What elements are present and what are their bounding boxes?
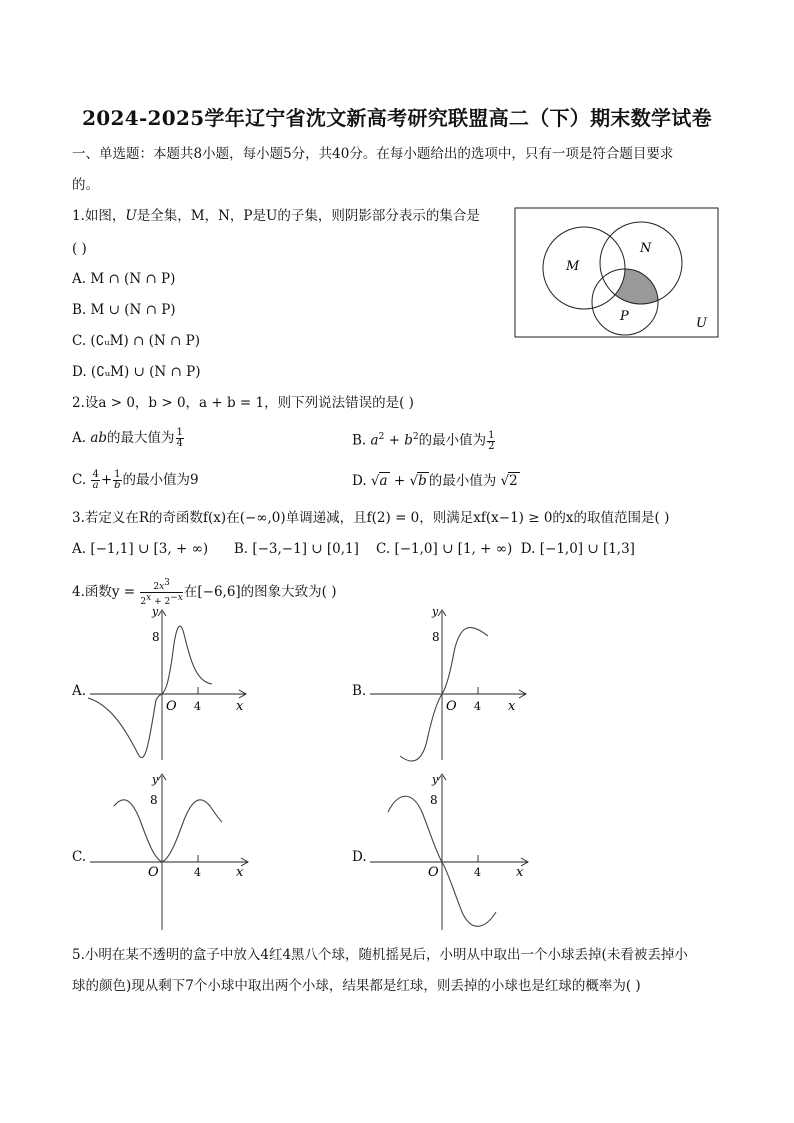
venn-label-u: U [696, 316, 707, 331]
svg-text:O: O [446, 699, 457, 714]
q2-option-a: A. ab的最大值为 $\frac{1}{4}$ [72, 427, 183, 449]
q4-label-b: B. [352, 683, 367, 699]
svg-text:x: x [236, 699, 244, 714]
svg-text:y: y [152, 605, 159, 618]
svg-text:O: O [166, 699, 177, 714]
svg-text:y: y [432, 773, 439, 786]
q2-option-c: C. $\frac{4}{a}$ + $\frac{1}{b}$ 的最小值为9 [72, 469, 199, 491]
q1-option-b: B. M ∪ (N ∩ P) [72, 302, 176, 318]
q2-stem: 2.设a > 0，b > 0，a + b = 1，则下列说法错误的是( ) [72, 395, 414, 411]
q5-stem: 5.小明在某不透明的盒子中放入4红4黑八个球，随机摇晃后，小明从中取出一个小球丢掉(未看被丢掉小 [72, 947, 688, 963]
svg-text:8: 8 [430, 793, 438, 807]
graph-a [88, 604, 253, 764]
svg-text:y: y [152, 773, 159, 786]
q3-stem: 3.若定义在R的奇函数f(x)在(−∞,0)单调递减，且f(2) = 0，则满足xf(x−1) ≥ 0的x的取值范围是( ) [72, 510, 670, 526]
q5-stem-cont: 球的颜色)现从剩下7个小球中取出两个小球，结果都是红球，则丢掉的小球也是红球的概率为( ) [72, 978, 641, 994]
q1-option-d: D. (∁ᵤM) ∪ (N ∩ P) [72, 364, 201, 380]
section-heading-cont: 的。 [72, 177, 99, 193]
svg-text:x: x [508, 699, 516, 714]
graph-b [368, 604, 533, 764]
q3-options: A. [−1,1] ∪ [3, + ∞) B. [−3,−1] ∪ [0,1] C. [−1,0] ∪ [1, + ∞) D. [−1,0] ∪ [1,3] [72, 541, 635, 557]
svg-text:4: 4 [474, 866, 481, 879]
venn-diagram [514, 207, 720, 340]
svg-text:x: x [236, 865, 244, 880]
svg-text:8: 8 [152, 630, 160, 644]
svg-text:8: 8 [150, 793, 158, 807]
q1-stem: 1.如图，U是全集，M，N，P是U的子集，则阴影部分表示的集合是 [72, 208, 480, 224]
section-heading: 一、单选题：本题共8小题，每小题5分，共40分。在每小题给出的选项中，只有一项是符合题目要求 [72, 146, 674, 162]
svg-text:4: 4 [194, 700, 201, 713]
svg-text:y: y [432, 605, 439, 618]
graph-c [88, 772, 253, 932]
graph-d [368, 772, 533, 932]
svg-text:O: O [428, 865, 439, 880]
svg-text:4: 4 [194, 866, 201, 879]
q1-option-a: A. M ∩ (N ∩ P) [72, 271, 176, 287]
svg-text:O: O [148, 865, 159, 880]
svg-text:4: 4 [474, 700, 481, 713]
venn-label-p: P [620, 309, 629, 324]
page-title: 2024-2025学年辽宁省沈文新高考研究联盟高二（下）期末数学试卷 [82, 106, 712, 130]
venn-label-m: M [566, 259, 580, 274]
svg-text:8: 8 [432, 630, 440, 644]
q1-option-c: C. (∁ᵤM) ∩ (N ∩ P) [72, 333, 200, 349]
q2-option-b: B. $a^2 + b^2$的最小值为 $\frac{1}{2}$ [352, 429, 495, 452]
q4-label-d: D. [352, 849, 367, 865]
q4-stem: 4.函数y = $\frac{2x^3}{2^x + 2^{-x}}$ 在[−6,6]的图象大致为( ) [72, 578, 337, 607]
venn-label-n: N [640, 241, 652, 256]
q4-label-c: C. [72, 849, 87, 865]
q1-paren: ( ) [72, 241, 87, 257]
q4-label-a: A. [72, 683, 87, 699]
svg-text:x: x [516, 865, 524, 880]
q2-option-d: D. √a + √b 的最小值为 √2 [352, 473, 518, 489]
